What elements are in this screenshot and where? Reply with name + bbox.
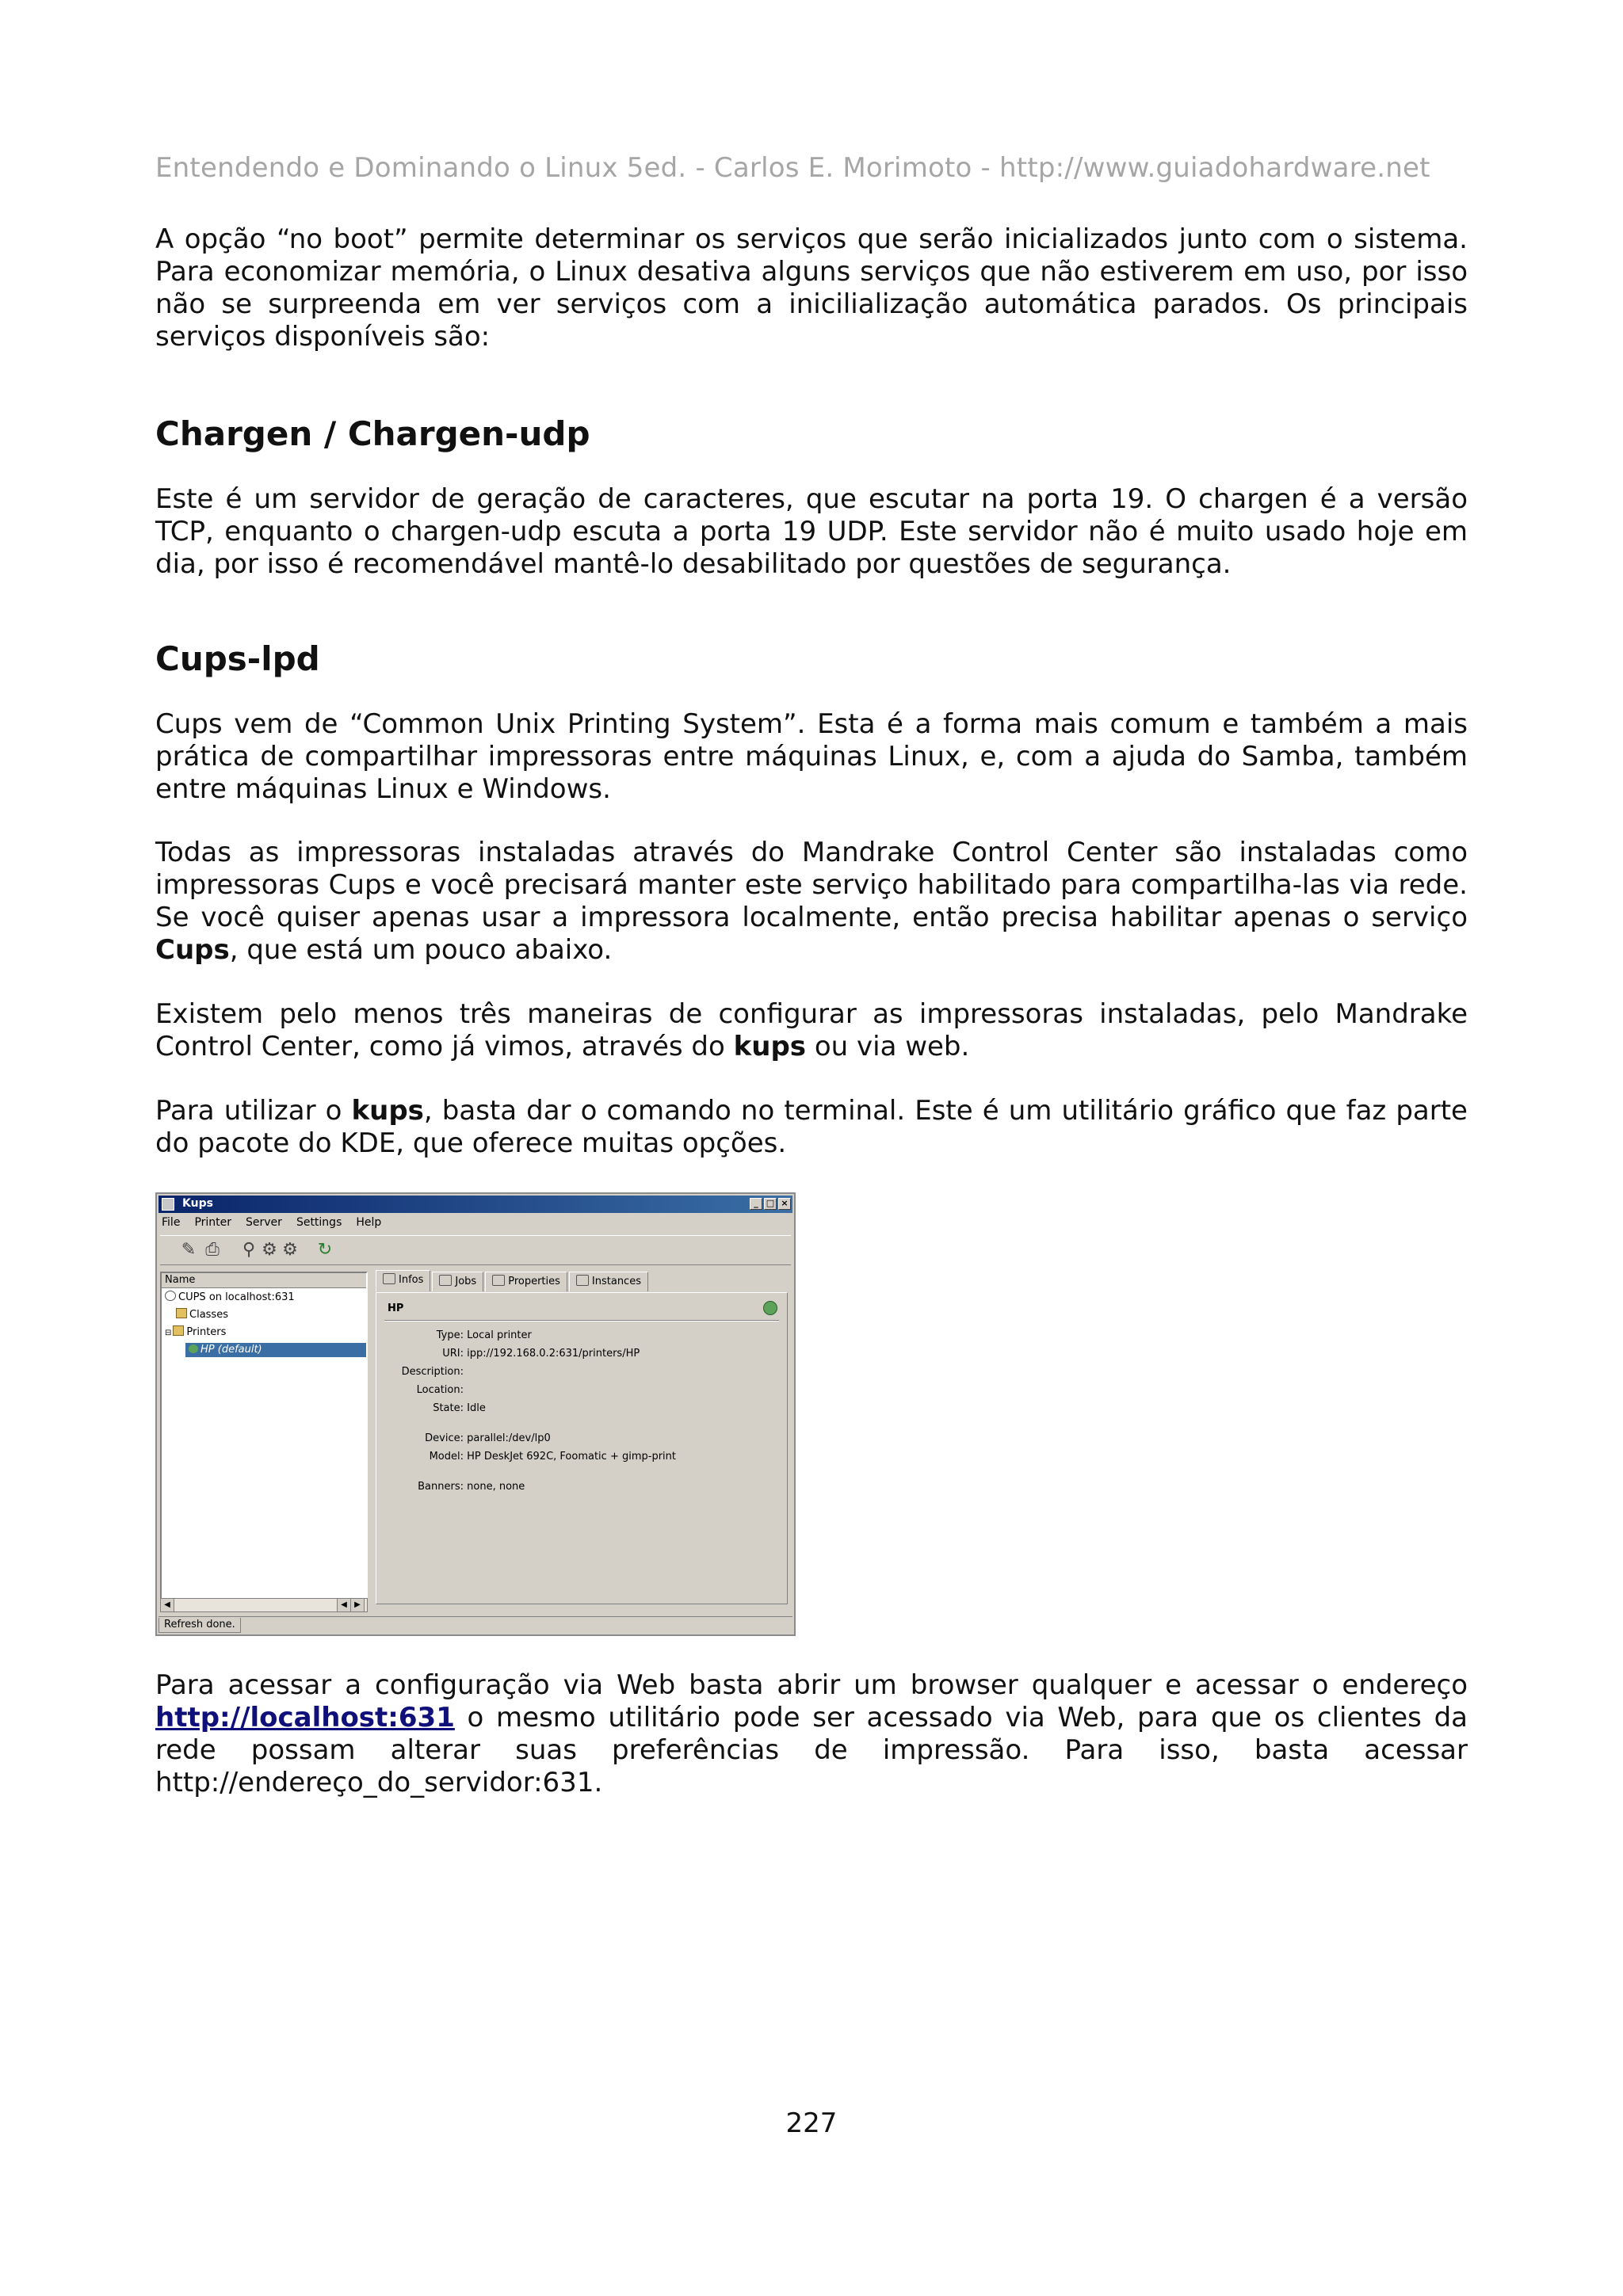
toolbar (160, 1235, 791, 1265)
printer-status-icon (189, 1344, 198, 1353)
instances-icon (576, 1275, 589, 1286)
section-heading-cups-lpd: Cups-lpd (155, 639, 320, 678)
printer-tree (160, 1272, 368, 1604)
cups-paragraph-4: Para utilizar o kups, basta dar o comando no terminal. Este é um utilitário gráfico que faz parte do pacote do KDE, que oferece muitas opções. (155, 1095, 1468, 1159)
chargen-paragraph: Este é um servidor de geração de caracteres, que escutar na porta 19. O chargen é a versão TCP, enquanto o chargen-udp escuta a porta 19 UDP. Este servidor não é muito usado hoje em dia, por isso é recomendável mantê-lo desabilitado por questões de segurança. (155, 483, 1468, 580)
expand-icon[interactable]: ⊟ (165, 1329, 172, 1337)
window-titlebar (158, 1196, 792, 1213)
properties-icon (492, 1275, 505, 1286)
jobs-icon (439, 1275, 452, 1286)
scroll-left-icon[interactable]: ◀ (161, 1599, 174, 1611)
tab-jobs[interactable]: Jobs (432, 1272, 483, 1291)
menu-bar (160, 1216, 383, 1232)
horizontal-scrollbar[interactable] (160, 1598, 368, 1612)
settings-icon[interactable]: ⚙ (282, 1240, 298, 1260)
menu-help[interactable]: Help (356, 1216, 382, 1229)
info-panel (376, 1292, 788, 1604)
info-row-description: Description: (401, 1366, 464, 1378)
divider (384, 1320, 779, 1322)
tab-infos[interactable]: Infos (376, 1270, 430, 1291)
scroll-left-icon[interactable]: ◀ (337, 1599, 351, 1611)
running-header: Entendendo e Dominando o Linux 5ed. - Carlos E. Morimoto - http://www.guiadohardware.net (155, 152, 1430, 184)
menu-printer[interactable]: Printer (194, 1216, 232, 1229)
tree-item-classes[interactable]: Classes (176, 1308, 228, 1322)
info-row-location: Location: (416, 1384, 464, 1396)
printer-state-icon (763, 1301, 777, 1315)
printer-name: HP (388, 1302, 404, 1314)
page-number: 227 (785, 2107, 838, 2139)
folder-icon (176, 1308, 187, 1318)
menu-server[interactable]: Server (246, 1216, 282, 1229)
refresh-icon[interactable]: ↻ (317, 1240, 333, 1260)
cups-paragraph-5: Para acessar a configuração via Web basta abrir um browser qualquer e acessar o endereço http://localhost:631 o mesmo utilitário pode ser acessado via Web, para que os clientes da rede possam alterar suas preferências de impressão. Para isso, basta acessar http://endereço_do_servidor:631. (155, 1669, 1468, 1798)
server-icon (165, 1291, 176, 1301)
cups-paragraph-2: Todas as impressoras instaladas através do Mandrake Control Center são instaladas como impressoras Cups e você precisará manter este serviço habilitado para compartilha-las via rede. Se você quiser apenas usar a impressora localmente, então precisa habilitar apenas o serviço Cups, que está um pouco abaixo. (155, 837, 1468, 966)
info-row-device: Device: parallel:/dev/lp0 (425, 1432, 551, 1444)
window-title: Kups (182, 1197, 213, 1210)
info-row-model: Model: HP DeskJet 692C, Foomatic + gimp-print (429, 1451, 676, 1463)
cups-paragraph-1: Cups vem de “Common Unix Printing System”. Esta é a forma mais comum e também a mais prática de compartilhar impressoras entre máquinas Linux, e, com a ajuda do Samba, também entre máquinas Linux e Windows. (155, 708, 1468, 805)
info-row-type: Type: Local printer (436, 1329, 532, 1341)
gear-icon[interactable]: ⚙ (262, 1240, 277, 1260)
cups-paragraph-3: Existem pelo menos três maneiras de configurar as impressoras instaladas, pelo Mandrake Control Center, como já vimos, através do kups ou via web. (155, 998, 1468, 1062)
printer-icon[interactable]: ⎙ (205, 1240, 220, 1260)
maximize-icon[interactable]: □ (764, 1198, 777, 1210)
tree-item-cups-server[interactable]: CUPS on localhost:631 (165, 1291, 295, 1305)
search-icon[interactable]: ⚲ (242, 1240, 256, 1260)
info-row-uri: URI: ipp://192.168.0.2:631/printers/HP (442, 1348, 640, 1360)
tree-item-printers[interactable]: ⊟ Printers (165, 1326, 227, 1338)
minimize-icon[interactable]: _ (750, 1198, 762, 1210)
info-row-state: State: Idle (433, 1402, 486, 1414)
tab-properties[interactable]: Properties (485, 1272, 567, 1291)
info-row-banners: Banners: none, none (418, 1481, 525, 1493)
localhost-link[interactable]: http://localhost:631 (155, 1702, 455, 1733)
tab-bar (376, 1272, 650, 1292)
app-icon (162, 1198, 174, 1211)
info-icon (383, 1273, 395, 1284)
close-icon[interactable]: × (778, 1198, 791, 1210)
intro-paragraph: A opção “no boot” permite determinar os serviços que serão inicializados junto com o sistema. Para economizar memória, o Linux desativa alguns serviços que não estiverem em uso, por isso não se surpreenda em ver serviços com a inicilialização automática parados. Os principais serviços disponíveis são: (155, 223, 1468, 353)
section-heading-chargen: Chargen / Chargen-udp (155, 414, 590, 453)
menu-settings[interactable]: Settings (296, 1216, 342, 1229)
scroll-right-icon[interactable]: ▶ (351, 1599, 365, 1611)
kups-window-screenshot (155, 1192, 796, 1636)
tab-instances[interactable]: Instances (569, 1272, 648, 1291)
folder-icon (173, 1325, 184, 1336)
tree-item-hp-printer[interactable]: HP (default) (185, 1343, 366, 1357)
status-text: Refresh done. (158, 1618, 241, 1633)
status-bar (158, 1616, 792, 1633)
tree-column-header: Name (162, 1273, 366, 1288)
wizard-icon[interactable]: ✎ (181, 1240, 197, 1260)
menu-file[interactable]: File (162, 1216, 181, 1229)
